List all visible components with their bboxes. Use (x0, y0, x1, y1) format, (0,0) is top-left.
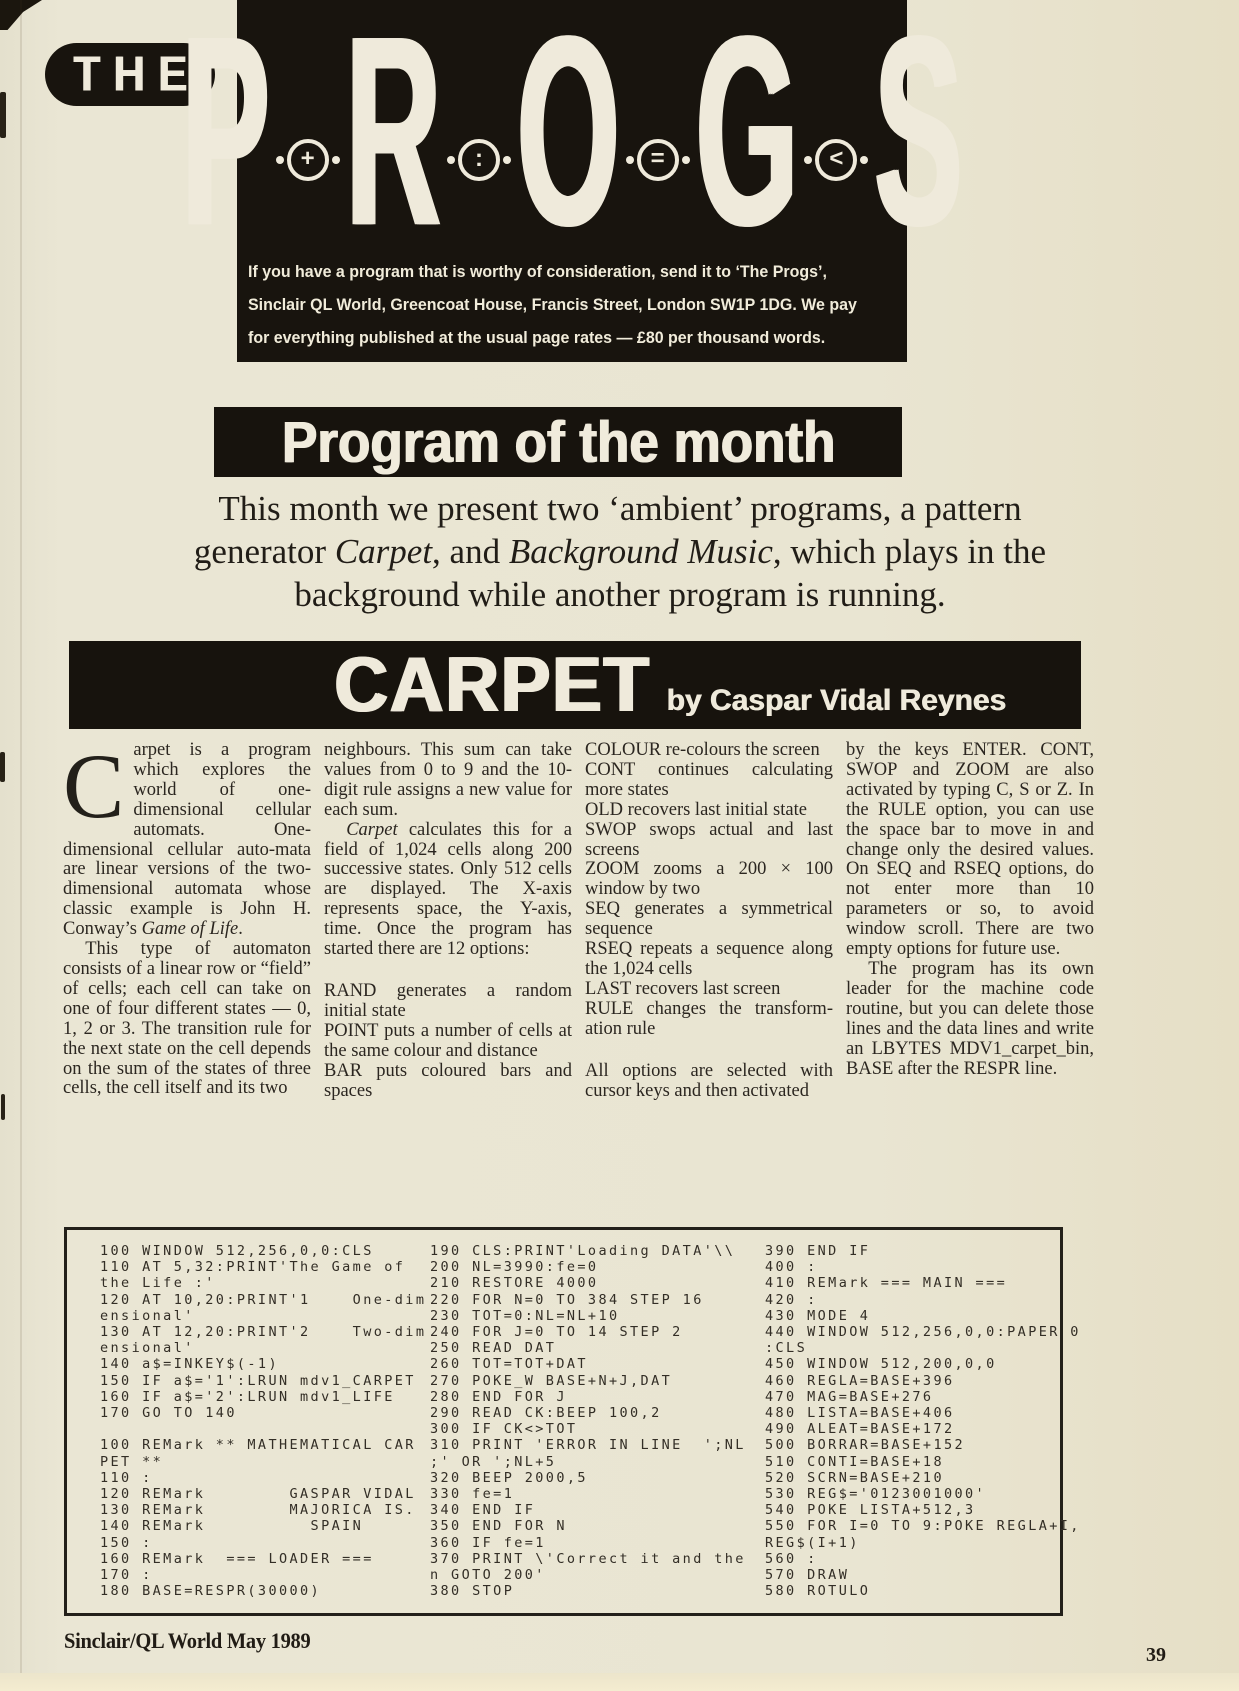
code-line: 140 REMark SPAIN (100, 1518, 364, 1535)
carpet-byline: by Caspar Vidal Reynes (666, 684, 1006, 717)
code-line: 150 IF a$='1':LRUN mdv1_CARPET (100, 1372, 416, 1389)
code-line: 210 RESTORE 4000 (430, 1275, 599, 1292)
code-line: 220 FOR N=0 TO 384 STEP 16 (430, 1291, 704, 1308)
dot-icon (332, 156, 340, 164)
article-column-4 (846, 741, 1094, 1101)
code-line: 270 POKE_W BASE+N+J,DAT (430, 1372, 673, 1389)
article-paragraph: Carpet is a program which explores the world of one-dimensional cellular automats. One-dimensional cellular auto-mata are linear versions of the two-dimensional automata whose classic example is John H. Conway’s Game of Life. (63, 735, 311, 940)
code-line: the Life :' (100, 1275, 216, 1292)
code-column-2 (430, 1243, 746, 1599)
article-paragraph: The program has its own leader for the machine code routine, but you can delete those lines and the data lines and write an LBYTES MDV1_carpet_bin, BASE after the RESPR line. (846, 958, 1094, 1079)
carpet-title: CARPET (334, 640, 651, 729)
code-line: PET ** (100, 1453, 164, 1470)
article-paragraph: RAND generates a random initial state (324, 980, 572, 1021)
progs-letter: R (345, 0, 441, 282)
page-edge-mark (0, 752, 5, 782)
article-paragraph: neighbours. This sum can take values from 0 to 9 and the 10-digit rule assigns a new value for each sum. (324, 740, 572, 820)
submission-line: If you have a program that is worthy of consideration, send it to ‘The Progs’, (248, 262, 827, 281)
code-line: 230 TOT=0:NL=NL+10 (430, 1307, 620, 1324)
progs-masthead (181, 0, 963, 362)
code-line: 540 POKE LISTA+512,3 (765, 1502, 976, 1519)
code-line: 350 END FOR N (430, 1518, 567, 1535)
code-line: 370 PRINT \'Correct it and the (430, 1550, 746, 1567)
code-line: 130 AT 12,20:PRINT'2 Two-dim (100, 1324, 427, 1341)
code-line: 330 fe=1 (430, 1486, 515, 1503)
code-line: 530 REG$='0123001000' (765, 1486, 987, 1503)
article-paragraph: POINT puts a number of cells at the same colour and distance (324, 1020, 572, 1061)
code-line: 570 DRAW (765, 1567, 850, 1584)
code-line: 120 AT 10,20:PRINT'1 One-dim (100, 1291, 427, 1308)
progs-letter: P (181, 0, 270, 282)
code-line: 310 PRINT 'ERROR IN LINE ';NL (430, 1437, 746, 1454)
code-line: 240 FOR J=0 TO 14 STEP 2 (430, 1324, 683, 1341)
code-line: 500 BORRAR=BASE+152 (765, 1437, 966, 1454)
code-line: 400 : (765, 1259, 818, 1276)
page-edge-mark (1, 1094, 5, 1120)
progs-separator (273, 139, 343, 181)
article-paragraph: BAR puts coloured bars and spaces (324, 1060, 572, 1101)
article-column-2 (324, 741, 572, 1101)
article-paragraph: SEQ generates a symmetrical sequence (585, 899, 833, 940)
progs-letter: O (516, 0, 620, 282)
code-line: 150 : (100, 1534, 153, 1551)
page-edge-mark (0, 92, 6, 138)
article-paragraph: RSEQ repeats a sequence along the 1,024 cells (585, 939, 833, 979)
code-line: 160 REMark === LOADER === (100, 1550, 374, 1567)
code-line: 450 WINDOW 512,200,0,0 (765, 1356, 997, 1373)
progs-separator (801, 139, 871, 181)
code-column-3 (765, 1243, 1081, 1599)
code-line: 190 CLS:PRINT'Loading DATA'\\ (430, 1243, 736, 1259)
code-line: 280 END FOR J (430, 1388, 567, 1405)
code-line: 550 FOR I=0 TO 9:POKE REGLA+I, (765, 1518, 1081, 1535)
code-line: 420 : (765, 1291, 818, 1308)
code-line: n GOTO 200' (430, 1567, 546, 1584)
code-line: 340 END IF (430, 1502, 536, 1519)
circled-symbol-icon: < (815, 139, 857, 181)
article-column-1 (63, 735, 311, 1101)
carpet-banner-inner (334, 641, 1006, 729)
article-body (63, 735, 1096, 1101)
code-line: ;' OR ';NL+5 (430, 1453, 557, 1470)
code-line: 260 TOT=TOT+DAT (430, 1356, 588, 1373)
code-line: 470 MAG=BASE+276 (765, 1388, 934, 1405)
page-number: 39 (1146, 1644, 1166, 1666)
dot-icon (276, 156, 284, 164)
code-line: 100 REMark ** MATHEMATICAL CAR (100, 1437, 416, 1454)
code-line: 160 IF a$='2':LRUN mdv1_LIFE (100, 1388, 395, 1405)
code-line: 140 a$=INKEY$(-1) (100, 1356, 279, 1373)
code-line: 110 AT 5,32:PRINT'The Game of (100, 1259, 406, 1276)
dot-icon (503, 156, 511, 164)
article-paragraph: CONT continues calculating more states (585, 759, 833, 800)
code-line: REG$(I+1) (765, 1534, 860, 1551)
code-line: 170 : (100, 1567, 153, 1584)
code-line (100, 1421, 426, 1437)
code-line: 480 LISTA=BASE+406 (765, 1405, 955, 1422)
article-paragraph: SWOP swops actual and last screens (585, 819, 833, 860)
article-paragraph: by the keys ENTER. CONT, SWOP and ZOOM are also activated by typing C, S or Z. In the RULE option, you can use the space bar to move in and change only the desired values. On SEQ and RSEQ options, do not enter more than 10 parameters or so, to avoid window scroll. There are two empty options for future use. (846, 740, 1094, 960)
article-paragraph: LAST recovers last screen (585, 978, 781, 999)
program-of-month-title: Program of the month (281, 409, 835, 475)
article-paragraph: This type of automaton consists of a linear row or “field” of cells; each cell can take on one of four different states — 0, 1, 2 or 3. The transition rule for the next state on the cell depends on the sum of the states of three cells, the cell itself and its two (63, 939, 311, 1099)
code-line: 460 REGLA=BASE+396 (765, 1372, 955, 1389)
drop-cap: C (63, 735, 125, 837)
page-bottom-edge (0, 1673, 1239, 1691)
progs-separator (623, 139, 693, 181)
code-line: 440 WINDOW 512,256,0,0:PAPER 0 (765, 1324, 1081, 1341)
article-paragraph: Carpet calculates this for a field of 1,024 cells along 200 successive states. Only 512 cells are displayed. The X-axis represents space, the Y-axis, time. Once the program has started there are 12 options: (324, 819, 572, 960)
dot-icon (626, 156, 634, 164)
code-line: 110 : (100, 1469, 153, 1486)
dot-icon (860, 156, 868, 164)
code-column-1 (100, 1243, 426, 1599)
circled-symbol-icon: : (458, 139, 500, 181)
code-line: 180 BASE=RESPR(30000) (100, 1583, 322, 1600)
code-line: 560 : (765, 1550, 818, 1567)
code-line: 520 SCRN=BASE+210 (765, 1469, 944, 1486)
article-paragraph: COLOUR re-colours the screen (585, 740, 820, 760)
standfirst: This month we present two ‘ambient’ programs, a pattern generator Carpet, and Background Music, which plays in the background while another program is running. (193, 489, 1047, 614)
code-listing-box (64, 1227, 1081, 1616)
code-line: 290 READ CK:BEEP 100,2 (430, 1405, 662, 1422)
circled-symbol-icon: + (287, 139, 329, 181)
code-line: 200 NL=3990:fe=0 (430, 1259, 599, 1276)
code-line: 300 IF CK<>TOT (430, 1421, 578, 1438)
article-paragraph: OLD recovers last initial state (585, 799, 807, 820)
code-line: 100 WINDOW 512,256,0,0:CLS (100, 1243, 374, 1259)
carpet-banner (69, 641, 1081, 729)
code-line: :CLS (765, 1340, 808, 1357)
dot-icon (804, 156, 812, 164)
article-paragraph: All options are selected with cursor keys and then activated (585, 1060, 833, 1101)
code-line: 130 REMark MAJORICA IS. (100, 1502, 416, 1519)
progs-separator (444, 139, 514, 181)
progs-letter: S (874, 0, 963, 282)
code-line: 410 REMark === MAIN === (765, 1275, 1008, 1292)
code-line: 510 CONTI=BASE+18 (765, 1453, 944, 1470)
code-line: 390 END IF (765, 1243, 871, 1259)
code-line: ensional' (100, 1307, 195, 1324)
code-line: 320 BEEP 2000,5 (430, 1469, 588, 1486)
code-line: 170 GO TO 140 (100, 1405, 237, 1422)
code-line: 360 IF fe=1 (430, 1534, 546, 1551)
article-paragraph: ZOOM zooms a 200 × 100 window by two (585, 859, 833, 900)
dot-icon (447, 156, 455, 164)
submission-note (248, 255, 861, 354)
article-column-3 (585, 741, 833, 1101)
code-line: 250 READ DAT (430, 1340, 557, 1357)
submission-line: Sinclair QL World, Greencoat House, Francis Street, London SW1P 1DG. We pay (248, 295, 857, 314)
program-of-month-banner (214, 407, 902, 477)
progs-letter: G (695, 0, 799, 282)
submission-line: for everything published at the usual page rates — £80 per thousand words. (248, 328, 826, 347)
code-line: 490 ALEAT=BASE+172 (765, 1421, 955, 1438)
page-crease-line (20, 0, 22, 1691)
circled-symbol-icon: = (637, 139, 679, 181)
code-line: 430 MODE 4 (765, 1307, 871, 1324)
magazine-name: Sinclair/QL World May 1989 (64, 1628, 311, 1653)
code-line: 580 ROTULO (765, 1583, 871, 1600)
the-badge-label: THE (73, 46, 200, 102)
code-line: 120 REMark GASPAR VIDAL (100, 1486, 416, 1503)
dot-icon (682, 156, 690, 164)
code-line: 380 STOP (430, 1583, 515, 1600)
code-line: ensional' (100, 1340, 195, 1357)
article-paragraph: RULE changes the transformation rule (585, 998, 833, 1039)
